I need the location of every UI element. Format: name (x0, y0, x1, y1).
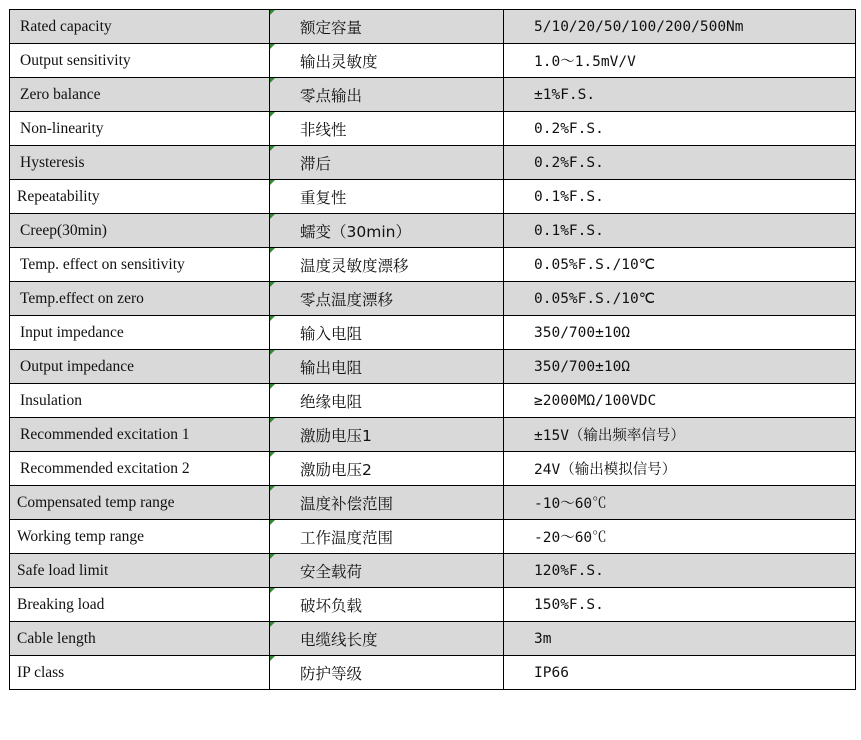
spec-row-creep (10, 214, 856, 248)
specification-table (9, 9, 856, 690)
spec-value: ±1%F.S. (504, 78, 856, 112)
spec-label-en: Temp.effect on zero (10, 282, 270, 316)
spec-value: 0.1%F.S. (504, 214, 856, 248)
spec-value: 350/700±10Ω (504, 316, 856, 350)
spec-label-en: Non-linearity (10, 112, 270, 146)
spec-label-cn: 安全载荷 (270, 554, 504, 588)
spec-label-en: Temp. effect on sensitivity (10, 248, 270, 282)
spec-row-safe-load-limit (10, 554, 856, 588)
spec-row-non-linearity (10, 112, 856, 146)
spec-label-en: Input impedance (10, 316, 270, 350)
spec-row-breaking-load (10, 588, 856, 622)
spec-value: -20～60℃ (504, 520, 856, 554)
spec-label-cn: 输入电阻 (270, 316, 504, 350)
spec-value: 0.2%F.S. (504, 146, 856, 180)
spec-value: 120%F.S. (504, 554, 856, 588)
spec-label-cn: 蠕变（30min） (270, 214, 504, 248)
spec-label-cn: 非线性 (270, 112, 504, 146)
spec-label-en: Creep(30min) (10, 214, 270, 248)
spec-value: ±15V（输出频率信号） (504, 418, 856, 452)
spec-row-cable-length (10, 622, 856, 656)
spec-value: IP66 (504, 656, 856, 690)
spec-label-cn: 绝缘电阻 (270, 384, 504, 418)
spec-row-hysteresis (10, 146, 856, 180)
spec-row-insulation (10, 384, 856, 418)
spec-value: 0.1%F.S. (504, 180, 856, 214)
spec-label-en: Zero balance (10, 78, 270, 112)
spec-label-cn: 激励电压2 (270, 452, 504, 486)
spec-label-cn: 滞后 (270, 146, 504, 180)
spec-row-output-sensitivity (10, 44, 856, 78)
spec-label-en: Cable length (10, 622, 270, 656)
spec-label-en: Safe load limit (10, 554, 270, 588)
spec-label-cn: 激励电压1 (270, 418, 504, 452)
spec-row-recommended-excitation-2 (10, 452, 856, 486)
spec-label-cn: 输出灵敏度 (270, 44, 504, 78)
spec-label-en: Repeatability (10, 180, 270, 214)
spec-label-en: Recommended excitation 1 (10, 418, 270, 452)
spec-value: 5/10/20/50/100/200/500Nm (504, 10, 856, 44)
spec-row-compensated-temp-range (10, 486, 856, 520)
spec-label-cn: 零点输出 (270, 78, 504, 112)
spec-label-en: Compensated temp range (10, 486, 270, 520)
spec-value: 0.05%F.S./10℃ (504, 282, 856, 316)
spec-value: 3m (504, 622, 856, 656)
spec-row-repeatability (10, 180, 856, 214)
spec-label-cn: 防护等级 (270, 656, 504, 690)
spec-label-cn: 破坏负载 (270, 588, 504, 622)
spec-value: -10～60℃ (504, 486, 856, 520)
spec-label-cn: 温度灵敏度漂移 (270, 248, 504, 282)
spec-label-cn: 输出电阻 (270, 350, 504, 384)
spec-value: 0.2%F.S. (504, 112, 856, 146)
spec-label-en: Insulation (10, 384, 270, 418)
spec-label-en: Breaking load (10, 588, 270, 622)
spec-label-cn: 零点温度漂移 (270, 282, 504, 316)
spec-label-en: Output sensitivity (10, 44, 270, 78)
spec-value: 24V（输出模拟信号） (504, 452, 856, 486)
spec-value: 350/700±10Ω (504, 350, 856, 384)
spec-value: 150%F.S. (504, 588, 856, 622)
spec-row-zero-balance (10, 78, 856, 112)
spec-row-rated-capacity (10, 10, 856, 44)
spec-label-cn: 电缆线长度 (270, 622, 504, 656)
spec-label-en: Hysteresis (10, 146, 270, 180)
spec-value: 1.0～1.5mV/V (504, 44, 856, 78)
spec-label-cn: 工作温度范围 (270, 520, 504, 554)
spec-label-en: IP class (10, 656, 270, 690)
spec-label-en: Working temp range (10, 520, 270, 554)
spec-row-temp-effect-sensitivity (10, 248, 856, 282)
spec-label-cn: 重复性 (270, 180, 504, 214)
spec-row-ip-class (10, 656, 856, 690)
spec-row-output-impedance (10, 350, 856, 384)
spec-row-temp-effect-zero (10, 282, 856, 316)
spec-value: ≥2000MΩ/100VDC (504, 384, 856, 418)
spec-label-cn: 温度补偿范围 (270, 486, 504, 520)
spec-value: 0.05%F.S./10℃ (504, 248, 856, 282)
spec-label-en: Rated capacity (10, 10, 270, 44)
spec-row-working-temp-range (10, 520, 856, 554)
spec-label-en: Output impedance (10, 350, 270, 384)
spec-label-en: Recommended excitation 2 (10, 452, 270, 486)
spec-row-input-impedance (10, 316, 856, 350)
spec-row-recommended-excitation-1 (10, 418, 856, 452)
spec-label-cn: 额定容量 (270, 10, 504, 44)
